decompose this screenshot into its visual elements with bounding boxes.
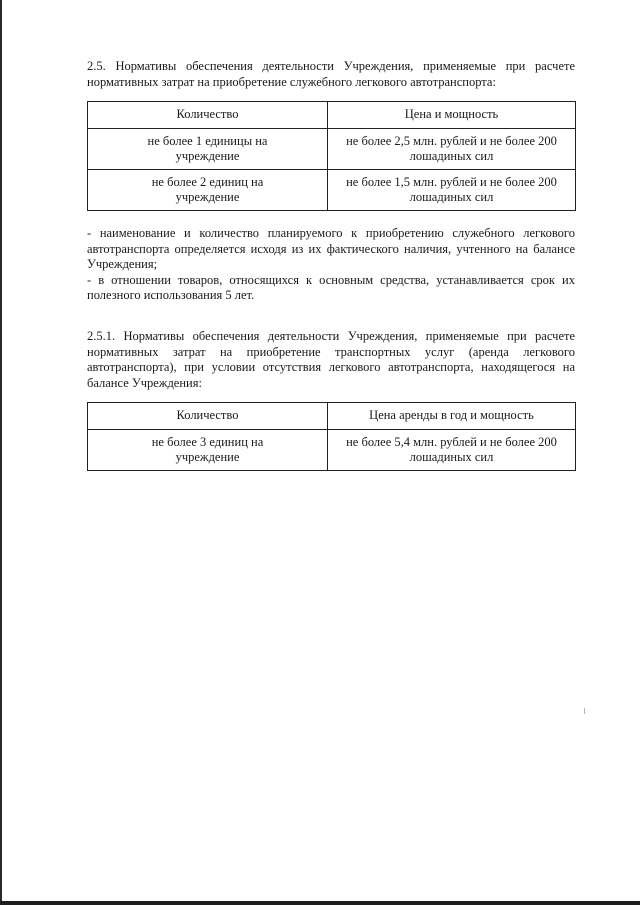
notes-paragraph <box>87 226 575 304</box>
rent-power-cell <box>328 430 576 471</box>
cell-line: учреждение <box>175 190 240 204</box>
paragraph-line: 2.5. Нормативы обеспечения деятельности Учреждения, применяемые при расчете <box>87 59 575 73</box>
column-header-quantity: Количество <box>88 403 328 430</box>
table-row <box>88 430 576 471</box>
cell-line: не более 2 единиц на <box>151 174 264 189</box>
table-row <box>88 170 576 211</box>
cell-line: не более 3 единиц на <box>151 434 264 449</box>
paragraph-line: - в отношении товаров, относящихся к основным средства, устанавливается срок их <box>87 272 575 287</box>
paragraph-line: - наименование и количество планируемого к приобретению служебного легкового <box>87 226 575 240</box>
cell-line: лошадиных сил <box>409 190 494 204</box>
cell-line: не более 1,5 млн. рублей и не более 200 <box>346 174 557 189</box>
paragraph-line: нормативных затрат на приобретение служебного легкового автотранспорта: <box>87 74 496 89</box>
cell-line: учреждение <box>175 450 240 464</box>
quantity-cell <box>88 129 328 170</box>
vehicle-norms-table <box>87 101 576 211</box>
section-2-5-1-paragraph <box>87 329 575 391</box>
price-power-cell <box>328 129 576 170</box>
column-header-rent-power: Цена аренды в год и мощность <box>328 403 576 430</box>
scan-bottom-edge <box>0 901 640 905</box>
table-header-row <box>88 403 576 430</box>
section-2-5-paragraph <box>87 59 575 90</box>
quantity-cell <box>88 170 328 211</box>
cell-line: не более 5,4 млн. рублей и не более 200 <box>346 434 557 449</box>
paragraph-line: автотранспорта определяется исходя из их фактического наличия, учтенного на балансе <box>87 241 575 256</box>
paragraph-line: балансе Учреждения: <box>87 375 202 390</box>
column-header-price-power: Цена и мощность <box>328 102 576 129</box>
table-row <box>88 129 576 170</box>
cell-line: учреждение <box>175 149 240 163</box>
column-header-quantity: Количество <box>88 102 328 129</box>
paragraph-line: Учреждения; <box>87 257 158 271</box>
paragraph-line: нормативных затрат на приобретение транспортных услуг (аренда легкового <box>87 344 575 359</box>
cell-line: не более 2,5 млн. рублей и не более 200 <box>346 133 557 148</box>
scan-left-edge <box>0 0 2 905</box>
cell-line: не более 1 единицы на <box>147 133 268 148</box>
scan-speck <box>584 708 585 714</box>
cell-line: лошадиных сил <box>409 149 494 163</box>
paragraph-line: 2.5.1. Нормативы обеспечения деятельности Учреждения, применяемые при расчете <box>87 329 575 343</box>
transport-rental-norms-table <box>87 402 576 471</box>
paragraph-line: полезного использования 5 лет. <box>87 288 255 302</box>
paragraph-line: автотранспорта), при условии отсутствия легкового автотранспорта, находящегося на <box>87 360 575 374</box>
quantity-cell <box>88 430 328 471</box>
table-header-row <box>88 102 576 129</box>
price-power-cell <box>328 170 576 211</box>
cell-line: лошадиных сил <box>409 450 494 464</box>
